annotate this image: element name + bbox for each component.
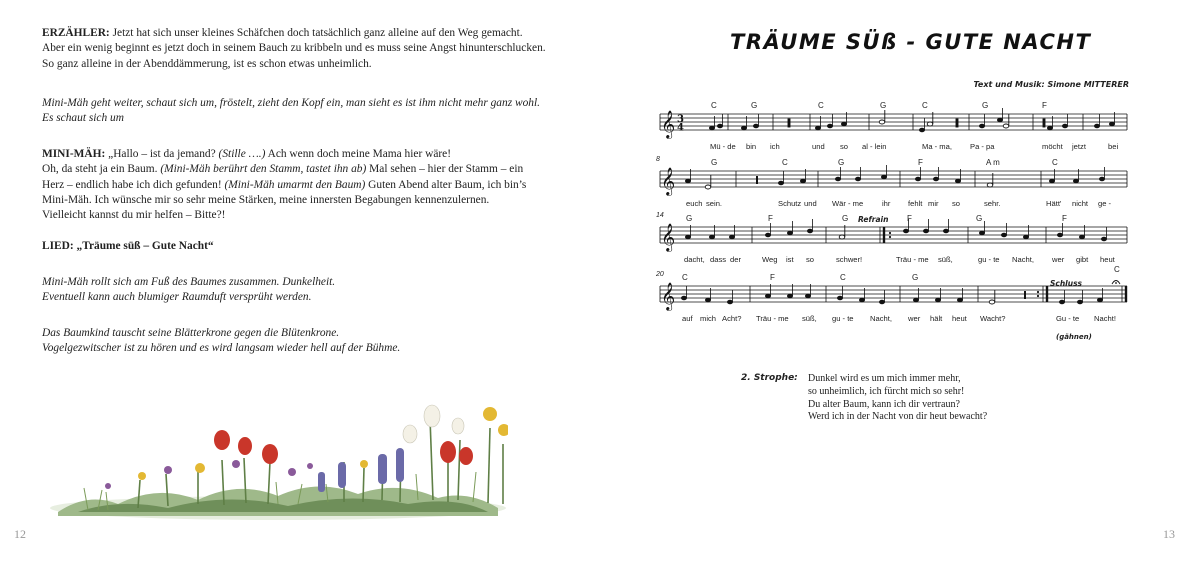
lyric-syllable: wer: [908, 314, 921, 323]
text-line: Mini-Mäh. Ich wünsche mir so sehr meine Stärken, meine innersten Begabungen kennenzulernen.: [42, 193, 490, 206]
measure-number: 20: [656, 271, 664, 278]
chord-label: G: [880, 101, 887, 110]
text-span: Ach wenn doch meine Mama hier wäre!: [267, 148, 452, 160]
lyric-syllable: gibt: [1076, 255, 1089, 264]
lyric-syllable: so: [806, 255, 815, 264]
chord-label: F: [907, 214, 912, 223]
text-span: Herz – endlich habe ich dich gefunden!: [42, 178, 222, 191]
treble-clef-icon: 𝄞: [661, 223, 676, 251]
text-line: Eventuell kann auch blumiger Raumduft versprüht werden.: [42, 291, 312, 304]
lyric-syllable: sein.: [706, 199, 723, 208]
treble-clef-icon: 𝄞: [661, 282, 676, 310]
stage-direction-inline: (Mini-Mäh umarmt den Baum): [224, 178, 366, 191]
treble-clef-icon: 𝄞: [661, 167, 676, 195]
lyric-syllable: nicht: [1072, 199, 1089, 208]
lyric-syllable: dass: [710, 255, 727, 264]
verse-line: so unheimlich, ich fürcht mich so sehr!: [808, 385, 965, 397]
text-line: Vogelgezwitscher ist zu hören und es wird langsam wieder hell auf der Bühme.: [42, 342, 401, 355]
lyric-syllable: der: [730, 255, 741, 264]
chord-label: C: [1052, 158, 1058, 167]
song-credit: Text und Musik: Simone MITTERER: [973, 80, 1129, 89]
lyric-syllable: Ma - ma,: [922, 142, 952, 151]
text-line: Aber ein wenig beginnt es jetzt doch in seinem Bauch zu kribbeln und es muss seine Angst hinunterschlucken.: [42, 42, 546, 55]
lyric-syllable: ihr: [882, 199, 891, 208]
song-title: TRÄUME SÜß - GUTE NACHT: [730, 30, 1092, 54]
lyric-syllable: Nacht,: [1012, 255, 1034, 264]
mini-maeh-paragraph: [42, 147, 562, 223]
chord-label: G: [976, 214, 983, 223]
lyric-syllable: Nacht,: [870, 314, 892, 323]
lyric-syllable: mich: [700, 314, 717, 323]
chord-label: F: [770, 273, 775, 282]
chord-label: F: [1042, 101, 1047, 110]
lyric-syllable: dacht,: [684, 255, 705, 264]
lyric-syllable: sehr.: [984, 199, 1001, 208]
lyric-syllable: bei: [1108, 142, 1119, 151]
measure-number: 14: [656, 212, 664, 219]
lyric-syllable: fehlt: [908, 199, 923, 208]
lyric-syllable: hält: [930, 314, 943, 323]
chord-label: C: [682, 273, 688, 282]
lyric-syllable: ist: [786, 255, 794, 264]
text-line: Mini-Mäh rollt sich am Fuß des Baumes zusammen. Dunkelheit.: [42, 276, 336, 288]
music-staff: [660, 101, 1135, 143]
stage-direction-2: [42, 275, 562, 306]
chord-label: C: [840, 273, 846, 282]
chord-label: C: [818, 101, 824, 110]
chord-label: C: [922, 101, 928, 110]
text-line: So ganz alleine in der Abenddämmerung, ist es schon etwas unheimlich.: [42, 57, 372, 70]
text-line: Jetzt hat sich unser kleines Schäfchen doch tatsächlich ganz alleine auf den Weg gemacht.: [112, 27, 523, 39]
chord-label: G: [838, 158, 845, 167]
staff-system-4: [656, 265, 1135, 341]
lyric-syllable: euch: [686, 199, 703, 208]
chord-label: G: [686, 214, 693, 223]
music-staff: [660, 214, 1135, 256]
lyric-syllable: gu - te: [978, 255, 1000, 264]
page-number: 12: [14, 527, 26, 541]
staff-system-3: [656, 212, 1135, 274]
lyric-syllable: Schutz: [778, 199, 802, 208]
lyric-syllable: ich: [770, 142, 780, 151]
verse-label: 2. Strophe:: [741, 373, 798, 383]
stage-direction-inline: (Stille ….): [218, 148, 266, 160]
verse-line: Du alter Baum, kann ich dir vertraun?: [808, 398, 960, 410]
time-signature-bottom: 4: [677, 122, 684, 134]
lyric-syllable: ge -: [1098, 199, 1112, 208]
chord-label: F: [918, 158, 923, 167]
right-page: [595, 0, 1191, 567]
staff-system-1: [660, 101, 1135, 161]
chord-label: C: [1114, 265, 1120, 274]
text-span: Mal sehen – hier der Stamm – ein: [369, 163, 524, 176]
chord-label: F: [768, 214, 773, 223]
verse-line: Werd ich in der Nacht von dir heut bewacht?: [808, 411, 988, 423]
chord-label: C: [782, 158, 788, 167]
chord-label: C: [711, 101, 717, 110]
time-signature-top: 3: [677, 114, 684, 125]
music-staff: [660, 273, 1135, 315]
text-span: Guten Abend alter Baum, ich bin’s: [368, 178, 527, 191]
lyric-syllable: Träu - me: [756, 314, 789, 323]
lyric-syllable: Pa - pa: [970, 142, 995, 151]
lyric-syllable: mir: [928, 199, 939, 208]
lyric-syllable: heut: [952, 314, 967, 323]
measure-number: 8: [656, 156, 660, 163]
schluss-label: Schluss: [1050, 279, 1083, 288]
lyric-syllable: Träu - me: [896, 255, 929, 264]
stage-direction-1: [42, 96, 562, 127]
chord-label: G: [842, 214, 849, 223]
speaker-label: ERZÄHLER:: [42, 27, 110, 39]
narrator-paragraph: [42, 26, 562, 72]
treble-clef-icon: 𝄞: [661, 110, 676, 138]
text-span: „Hallo – ist da jemand?: [108, 148, 216, 160]
lyric-syllable: Acht?: [722, 314, 742, 323]
lyric-syllable: Nacht!: [1094, 314, 1116, 323]
lyric-syllable: so: [952, 199, 961, 208]
lyric-syllable: süß,: [938, 255, 953, 264]
lyric-syllable: so: [840, 142, 849, 151]
verse-line: Dunkel wird es um mich immer mehr,: [808, 373, 961, 384]
lyric-syllable: schwer!: [836, 255, 863, 264]
text-span: Oh, da steht ja ein Baum.: [42, 163, 158, 176]
lyric-syllable: möcht: [1042, 142, 1063, 151]
lyric-syllable: gu - te: [832, 314, 854, 323]
chord-label: A m: [986, 158, 1000, 167]
page-number: 13: [1163, 527, 1175, 541]
lyric-syllable: auf: [682, 314, 693, 323]
lyric-syllable: wer: [1052, 255, 1065, 264]
lyric-syllable: Mü - de: [710, 142, 736, 151]
text-line: Vielleicht kannst du mir helfen – Bitte?!: [42, 209, 226, 222]
chord-label: G: [912, 273, 919, 282]
music-staff: [660, 158, 1135, 200]
chord-label: F: [1062, 214, 1067, 223]
stage-direction-inline: (Mini-Mäh berührt den Stamm, tastet ihn ab): [160, 163, 367, 176]
lyric-syllable: Weg: [762, 255, 778, 264]
chord-label: G: [711, 158, 718, 167]
lyric-syllable: jetzt: [1072, 142, 1086, 151]
lyric-syllable: Wär - me: [832, 199, 864, 208]
lyric-syllable: heut: [1100, 255, 1115, 264]
refrain-label: Refrain: [858, 215, 889, 224]
left-page: [0, 0, 595, 567]
chord-label: G: [751, 101, 758, 110]
lyric-syllable: Wacht?: [980, 314, 1006, 323]
gaehnen-note: (gähnen): [1056, 333, 1092, 341]
lyric-syllable: bin: [746, 142, 757, 151]
lyric-syllable: Hätt': [1046, 199, 1062, 208]
song-reference: LIED: „Träume süß – Gute Nacht“: [42, 240, 214, 252]
text-line: Das Baumkind tauscht seine Blätterkrone gegen die Blütenkrone.: [42, 327, 340, 339]
flower-meadow-illustration: [48, 400, 508, 525]
speaker-label: MINI-MÄH:: [42, 148, 106, 160]
lyric-syllable: süß,: [802, 314, 817, 323]
lyric-syllable: Gu - te: [1056, 314, 1080, 323]
text-line: Mini-Mäh geht weiter, schaut sich um, fröstelt, zieht den Kopf ein, man sieht es ist ihm nicht mehr ganz wohl.: [42, 97, 540, 109]
lyric-syllable: und: [804, 199, 817, 208]
text-line: Es schaut sich um: [42, 112, 124, 125]
stage-direction-3: [42, 326, 562, 357]
lyric-syllable: al - lein: [862, 142, 887, 151]
chord-label: G: [982, 101, 989, 110]
lyric-syllable: und: [812, 142, 825, 151]
verse-text: [808, 373, 987, 424]
